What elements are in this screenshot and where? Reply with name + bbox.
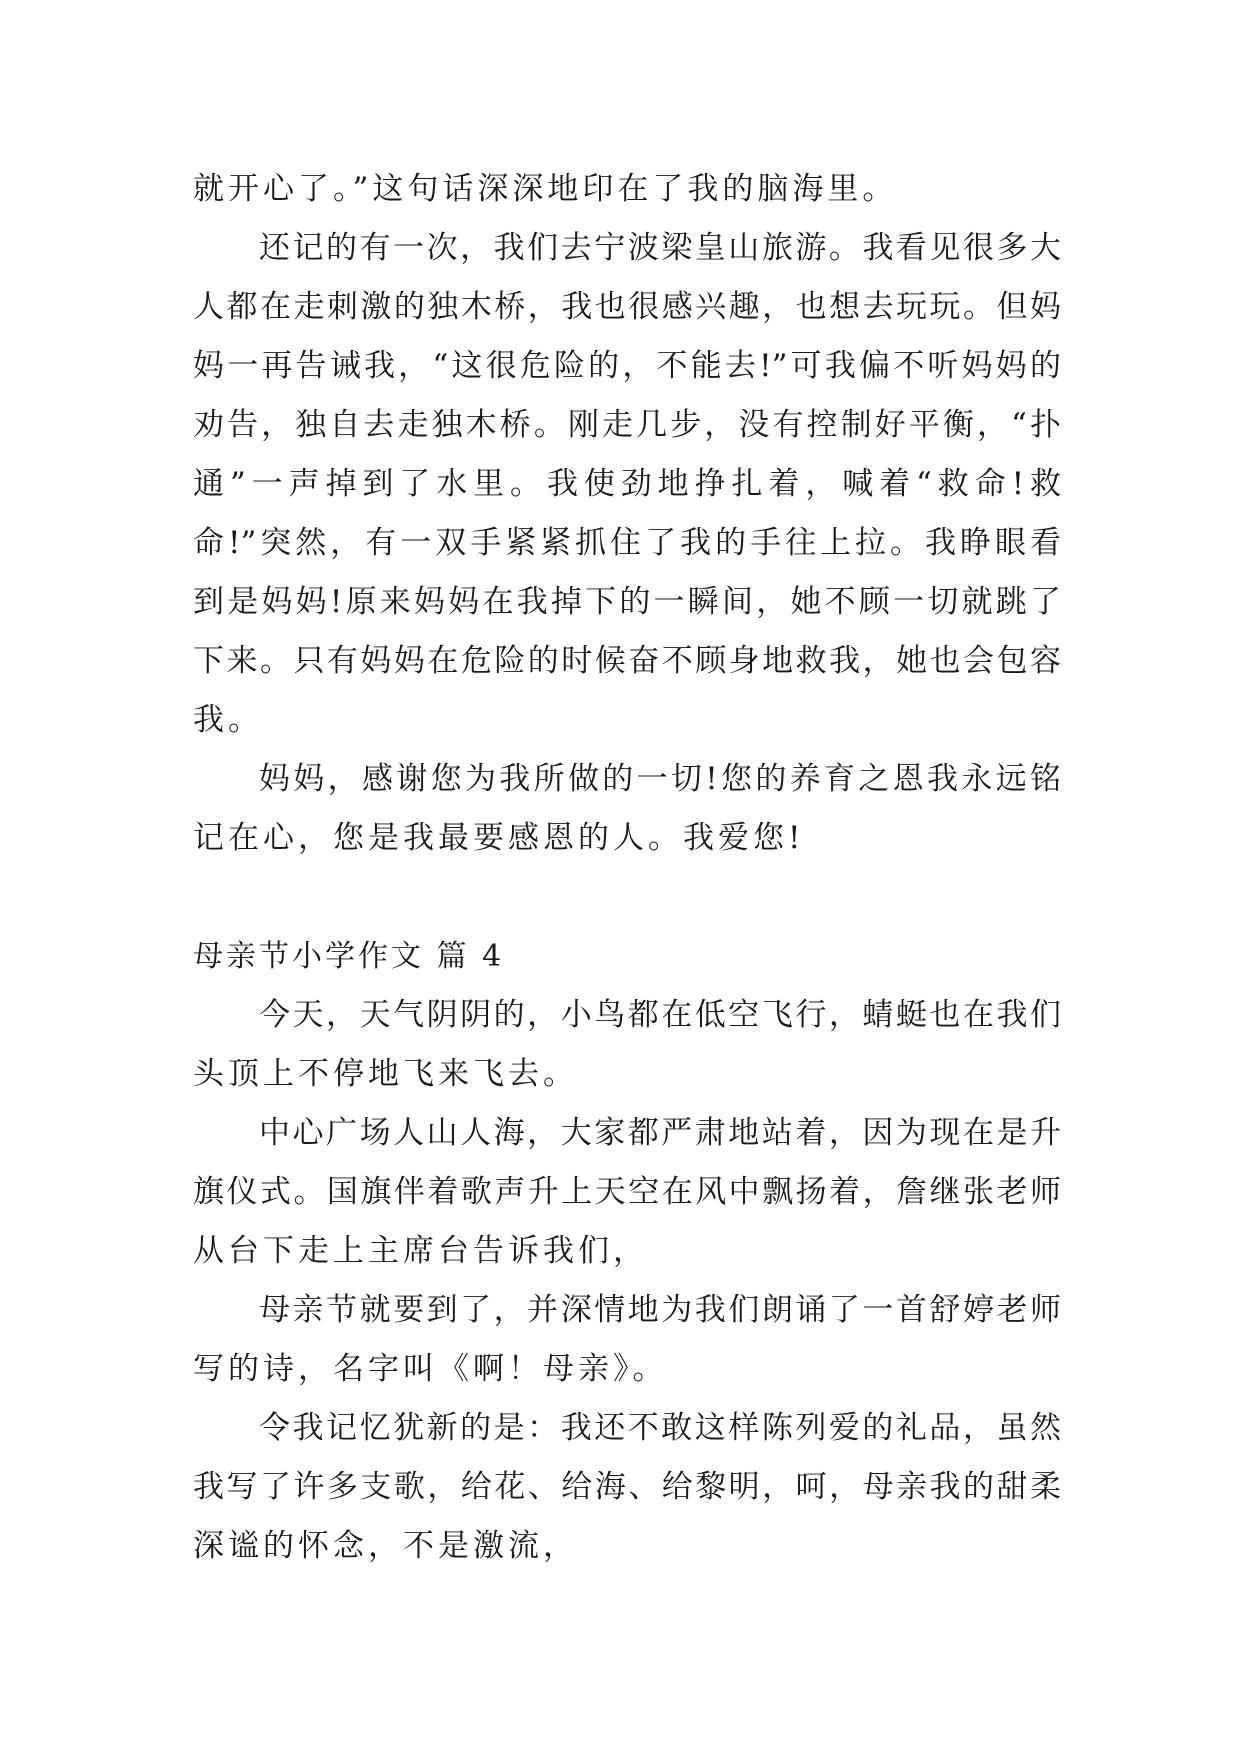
text-line: 旗仪式。国旗伴着歌声升上天空在风中飘扬着，詹继张老师 [193, 1174, 1061, 1210]
paragraph [193, 1399, 1061, 1576]
paragraph [193, 750, 1061, 868]
text-line: 我。 [193, 702, 263, 738]
text-line: 通”一声掉到了水里。我使劲地挣扎着，喊着“救命!救 [193, 466, 1061, 502]
document-body [193, 160, 1061, 1576]
paragraph [193, 1281, 1061, 1399]
paragraph [193, 1104, 1061, 1281]
text-line: 中心广场人山人海，大家都严肃地站着，因为现在是升 [259, 1115, 1061, 1151]
text-line: 令我记忆犹新的是：我还不敢这样陈列爱的礼品，虽然 [259, 1410, 1061, 1446]
section-gap [193, 868, 1061, 927]
text-line: 深谧的怀念，不是激流， [193, 1528, 578, 1564]
text-line: 记在心，您是我最要感恩的人。我爱您! [193, 820, 805, 856]
text-line: 从台下走上主席台告诉我们， [193, 1233, 648, 1269]
essay-section-4 [193, 986, 1061, 1576]
essay-continuation [193, 160, 1061, 868]
text-line: 妈妈，感谢您为我所做的一切!您的养育之恩我永远铭 [259, 761, 1061, 797]
text-line: 妈一再告诫我，“这很危险的，不能去!”可我偏不听妈妈的 [193, 348, 1061, 384]
text-line: 还记的有一次，我们去宁波梁皇山旅游。我看见很多大 [259, 230, 1061, 266]
text-line: 头顶上不停地飞来飞去。 [193, 1056, 578, 1092]
text-line: 写的诗，名字叫《啊！母亲》。 [193, 1351, 668, 1387]
text-line: 劝告，独自去走独木桥。刚走几步，没有控制好平衡，“扑 [193, 407, 1061, 443]
text-line: 就开心了。”这句话深深地印在了我的脑海里。 [193, 171, 898, 207]
text-line: 母亲节就要到了，并深情地为我们朗诵了一首舒婷老师 [259, 1292, 1061, 1328]
section-heading: 母亲节小学作文 篇 4 [193, 939, 505, 974]
text-line: 下来。只有妈妈在危险的时候奋不顾身地救我，她也会包容 [193, 643, 1061, 679]
paragraph [193, 219, 1061, 750]
text-line: 我写了许多支歌，给花、给海、给黎明，呵，母亲我的甜柔 [193, 1469, 1061, 1505]
text-line: 到是妈妈!原来妈妈在我掉下的一瞬间，她不顾一切就跳了 [193, 584, 1061, 620]
paragraph [193, 160, 1061, 219]
paragraph [193, 986, 1061, 1104]
text-line: 今天，天气阴阴的，小鸟都在低空飞行，蜻蜓也在我们 [259, 997, 1061, 1033]
text-line: 命!”突然，有一双手紧紧抓住了我的手往上拉。我睁眼看 [193, 525, 1061, 561]
text-line: 人都在走刺激的独木桥，我也很感兴趣，也想去玩玩。但妈 [193, 289, 1061, 325]
